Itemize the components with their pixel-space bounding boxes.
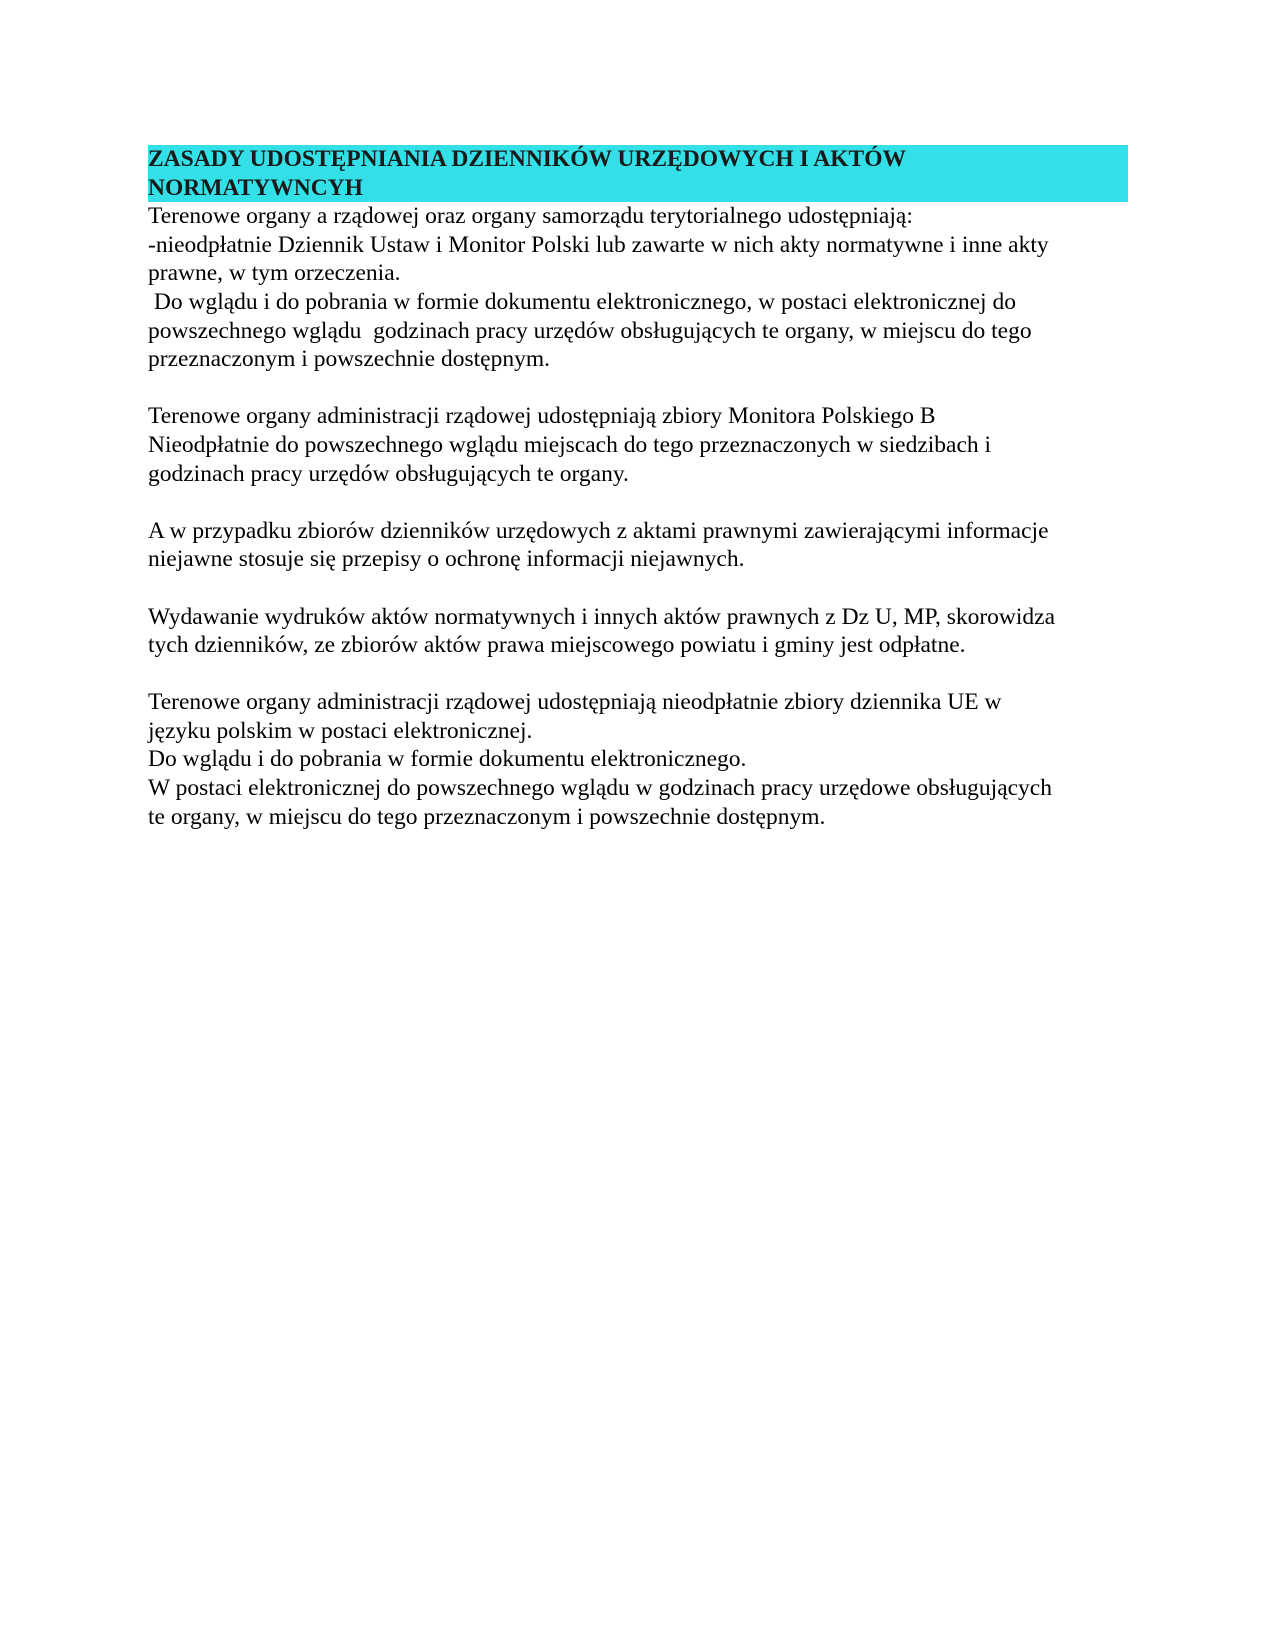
text-line: te organy, w miejscu do tego przeznaczonym i powszechnie dostępnym. [148, 803, 826, 830]
text-line: Terenowe organy a rządowej oraz organy samorządu terytorialnego udostępniają: [148, 203, 913, 230]
text-line: przeznaczonym i powszechnie dostępnym. [148, 346, 550, 373]
paragraph-wydruki [148, 603, 1128, 660]
paragraph-informacje-niejawne [148, 517, 1128, 574]
text-line: języku polskim w postaci elektronicznej. [148, 717, 533, 744]
document-title [148, 145, 1128, 202]
title-line-2: NORMATYWNCYH [148, 174, 363, 201]
paragraph-spacer [148, 660, 1128, 689]
paragraph-terenowe-organy [148, 202, 1128, 374]
text-line: Wydawanie wydruków aktów normatywnych i innych aktów prawnych z Dz U, MP, skorowidza [148, 603, 1056, 630]
text-line: godzinach pracy urzędów obsługujących te organy. [148, 460, 629, 487]
text-line: W postaci elektronicznej do powszechnego wglądu w godzinach pracy urzędowe obsługujących [148, 775, 1052, 802]
text-line: Nieodpłatnie do powszechnego wglądu miejscach do tego przeznaczonych w siedzibach i [148, 431, 992, 458]
paragraph-spacer [148, 574, 1128, 603]
text-line: Do wglądu i do pobrania w formie dokumentu elektronicznego, w postaci elektronicznej do [148, 288, 1016, 315]
text-line: powszechnego wglądu godzinach pracy urzędów obsługujących te organy, w miejscu do tego [148, 317, 1032, 344]
text-line: -nieodpłatnie Dziennik Ustaw i Monitor Polski lub zawarte w nich akty normatywne i inne akty [148, 231, 1049, 258]
text-line: Terenowe organy administracji rządowej udostępniają nieodpłatnie zbiory dziennika UE w [148, 689, 1002, 716]
paragraph-spacer [148, 488, 1128, 517]
text-line: prawne, w tym orzeczenia. [148, 260, 401, 287]
text-line: tych dzienników, ze zbiorów aktów prawa miejscowego powiatu i gminy jest odpłatne. [148, 632, 966, 659]
paragraph-dziennik-ue [148, 688, 1128, 831]
title-line-1: ZASADY UDOSTĘPNIANIA DZIENNIKÓW URZĘDOWYCH I AKTÓW [148, 146, 907, 172]
text-line: A w przypadku zbiorów dzienników urzędowych z aktami prawnymi zawierającymi informacje [148, 517, 1049, 544]
text-line: Terenowe organy administracji rządowej udostępniają zbiory Monitora Polskiego B [148, 403, 936, 430]
paragraph-spacer [148, 374, 1128, 403]
document-body [148, 145, 1128, 831]
paragraph-monitor-polski-b [148, 402, 1128, 488]
text-line: Do wglądu i do pobrania w formie dokumentu elektronicznego. [148, 746, 747, 773]
text-line: niejawne stosuje się przepisy o ochronę informacji niejawnych. [148, 546, 745, 573]
